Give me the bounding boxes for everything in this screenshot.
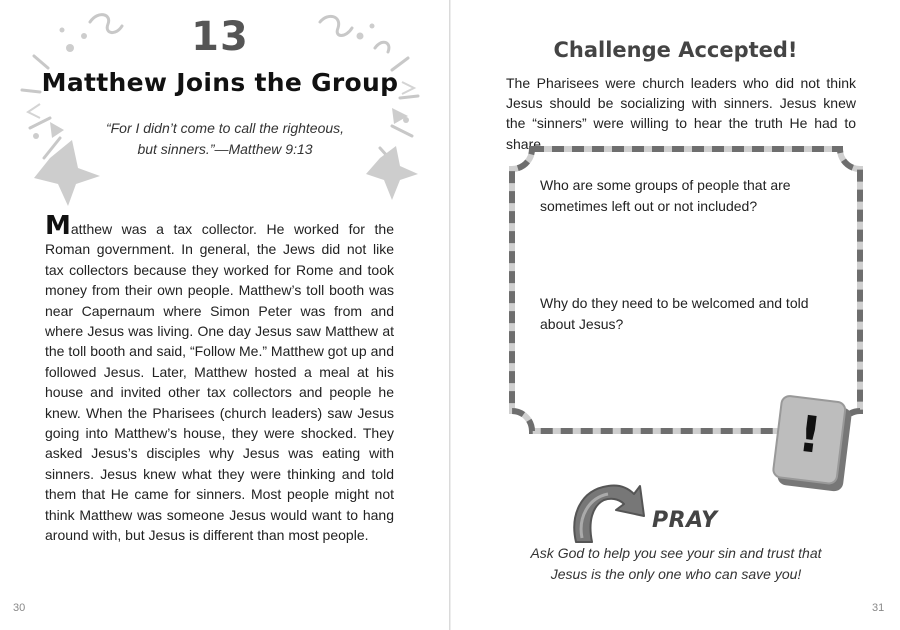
pray-line-1: Ask God to help you see your sin and trust that (530, 545, 822, 561)
page-number-right: 31 (872, 602, 885, 614)
curved-arrow-icon (566, 476, 648, 544)
story-text (45, 211, 394, 546)
exclamation-mark: ! (795, 404, 825, 465)
pray-label: PRAY (652, 508, 718, 533)
right-page (451, 0, 900, 630)
story-body: atthew was a tax collector. He worked for the Roman government. In general, the Jews did not like tax collectors because they worked for Rome and took money from their own people. Matthew’s toll booth was near Capernaum where Simon Peter was from and where Jesus was living. One day Jesus saw Matthew at the toll booth and said, “Follow Me.” Matthew got up and followed Jesus. Later, Matthew hosted a meal at his house and invited other tax collectors and people he knew. When the Pharisees (church leaders) saw Jesus going into Matthew’s house, they were shocked. They asked Jesus’s disciples why Jesus was eating with sinners. Jesus knew what they were thinking and told them that He came for sinners. Most people might not think Matthew was someone Jesus would want to hang around with, but Jesus is different than most people. (45, 221, 394, 544)
key-verse-line-1: “For I didn’t come to call the righteous, (105, 120, 345, 136)
page-number-left: 30 (13, 602, 26, 614)
question-1: Who are some groups of people that are sometimes left out or not included? (540, 177, 791, 214)
pray-text (511, 543, 841, 585)
key-verse (60, 118, 390, 160)
exclamation-card-icon (771, 394, 851, 490)
pray-line-2: Jesus is the only one who can save you! (550, 566, 802, 582)
section-heading: Challenge Accepted! (553, 38, 798, 62)
chapter-number: 13 (191, 14, 249, 60)
drop-cap: M (45, 211, 71, 241)
intro-paragraph: The Pharisees were church leaders who did not think Jesus should be socializing with sinners. Jesus knew the “sinners” were willing to hear the truth He had to share. (506, 75, 856, 152)
key-verse-line-2: but sinners.”—Matthew 9:13 (137, 141, 313, 157)
chapter-title: Matthew Joins the Group (41, 68, 399, 97)
question-2: Why do they need to be welcomed and told about Jesus? (540, 295, 809, 332)
